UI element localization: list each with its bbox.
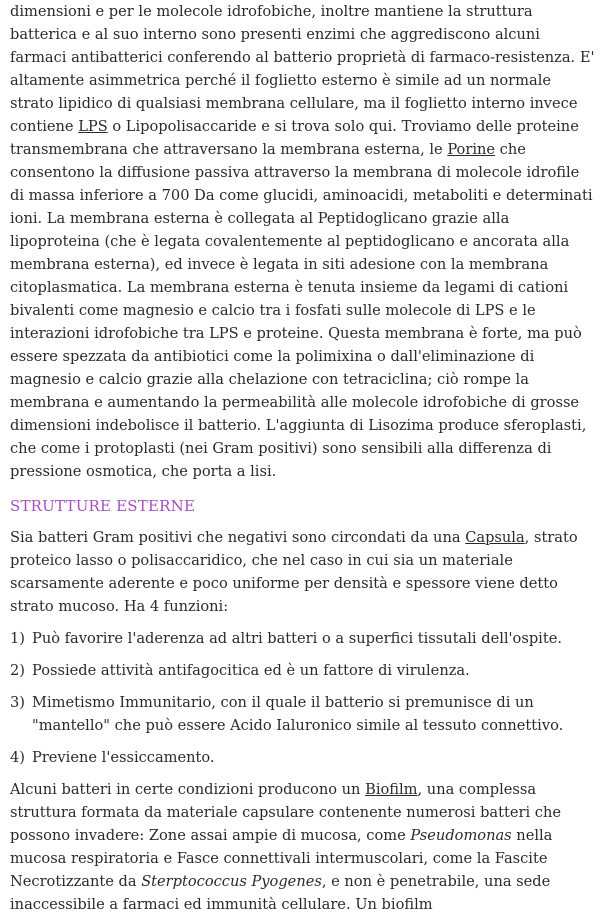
link-biofilm[interactable]: Biofilm [365,781,418,798]
function-list [10,627,596,769]
list-item [10,691,596,737]
list-item [10,659,596,682]
text-span: nella mucosa respiratoria e Fasce connettivali intermuscolari, come la Fascite Necrotizzante da [10,827,553,890]
text-span: Alcuni batteri in certe condizioni producono un [10,781,366,798]
italic-term: Pseudomonas [410,827,512,844]
text-span: , e non è penetrabile, una sede inaccessibile a farmaci ed immunità cellulare. Un biofilm [10,873,551,913]
text-span: o Lipopolisaccaride e si trova solo qui. Troviamo delle proteine transmembrana che attraversano la membrana esterna, le [10,118,579,158]
paragraph-biofilm [10,778,596,916]
link-porine[interactable]: Porine [447,141,496,158]
text-span: , una complessa struttura formata da materiale capsulare contenente numerosi batteri che possono invadere: Zone assai ampie di mucosa, come [10,781,561,844]
list-number: 2) [10,662,25,679]
list-text: Previene l'essiccamento. [32,749,215,766]
section-heading: STRUTTURE ESTERNE [10,497,196,515]
text-span: dimensioni e per le molecole idrofobiche, inoltre mantiene la struttura batterica e al suo interno sono presenti enzimi che aggrediscono alcuni farmaci antibatterici conferendo al batterio proprietà di farmaco-resistenza. E' altamente asimmetrica perché il foglietto esterno è simile ad un normale strato lipidico di qualsiasi membrana cellulare, ma il foglietto interno invece contiene [10,3,595,135]
list-number: 4) [10,749,25,766]
list-item [10,627,596,650]
paragraph-outer-membrane [10,0,596,483]
list-number: 1) [10,630,25,647]
text-span: Sia batteri Gram positivi che negativi sono circondati da una [10,529,466,546]
text-span: , strato proteico lasso o polisaccaridico, che nel caso in cui sia un materiale scarsamente aderente e poco uniforme per densità e spessore viene detto strato mucoso. Ha 4 funzioni: [10,529,578,615]
list-text: Mimetismo Immunitario, con il quale il batterio si premunisce di un "mantello" che può essere Acido Ialuronico simile al tessuto connettivo. [32,694,564,734]
list-number: 3) [10,694,25,711]
italic-term: Sterptococcus Pyogenes [141,873,322,890]
link-capsula[interactable]: Capsula [465,529,525,546]
link-lps[interactable]: LPS [78,118,108,135]
text-span: che consentono la diffusione passiva attraverso la membrana di molecole idrofile di massa inferiore a 700 Da come glucidi, aminoacidi, metaboliti e determinati ioni. La membrana esterna è collegata al Peptidoglicano grazie alla lipoproteina (che è legata covalentemente al peptidoglicano e ancorata alla membrana esterna), ed invece è legata in siti adesione con la membrana citoplasmatica. La membrana esterna è tenuta insieme da legami di cationi bivalenti come magnesio e calcio tra i fosfati sulle molecole di LPS e le interazioni idrofobiche tra LPS e proteine. Questa membrana è forte, ma può essere spezzata da antibiotici come la polimixina o dall'eliminazione di magnesio e calcio grazie alla chelazione con tetraciclina; ciò rompe la membrana e aumentando la permeabilità alle molecole idrofobiche di grosse dimensioni indebolisce il batterio. L'aggiunta di Lisozima produce sferoplasti, che come i protoplasti (nei Gram positivi) sono sensibili alla differenza di pressione osmotica, che porta a lisi. [10,141,593,480]
paragraph-capsule [10,526,596,618]
list-text: Può favorire l'aderenza ad altri batteri o a superfici tissutali dell'ospite. [32,630,562,647]
list-text: Possiede attività antifagocitica ed è un fattore di virulenza. [32,662,470,679]
list-item [10,746,596,769]
